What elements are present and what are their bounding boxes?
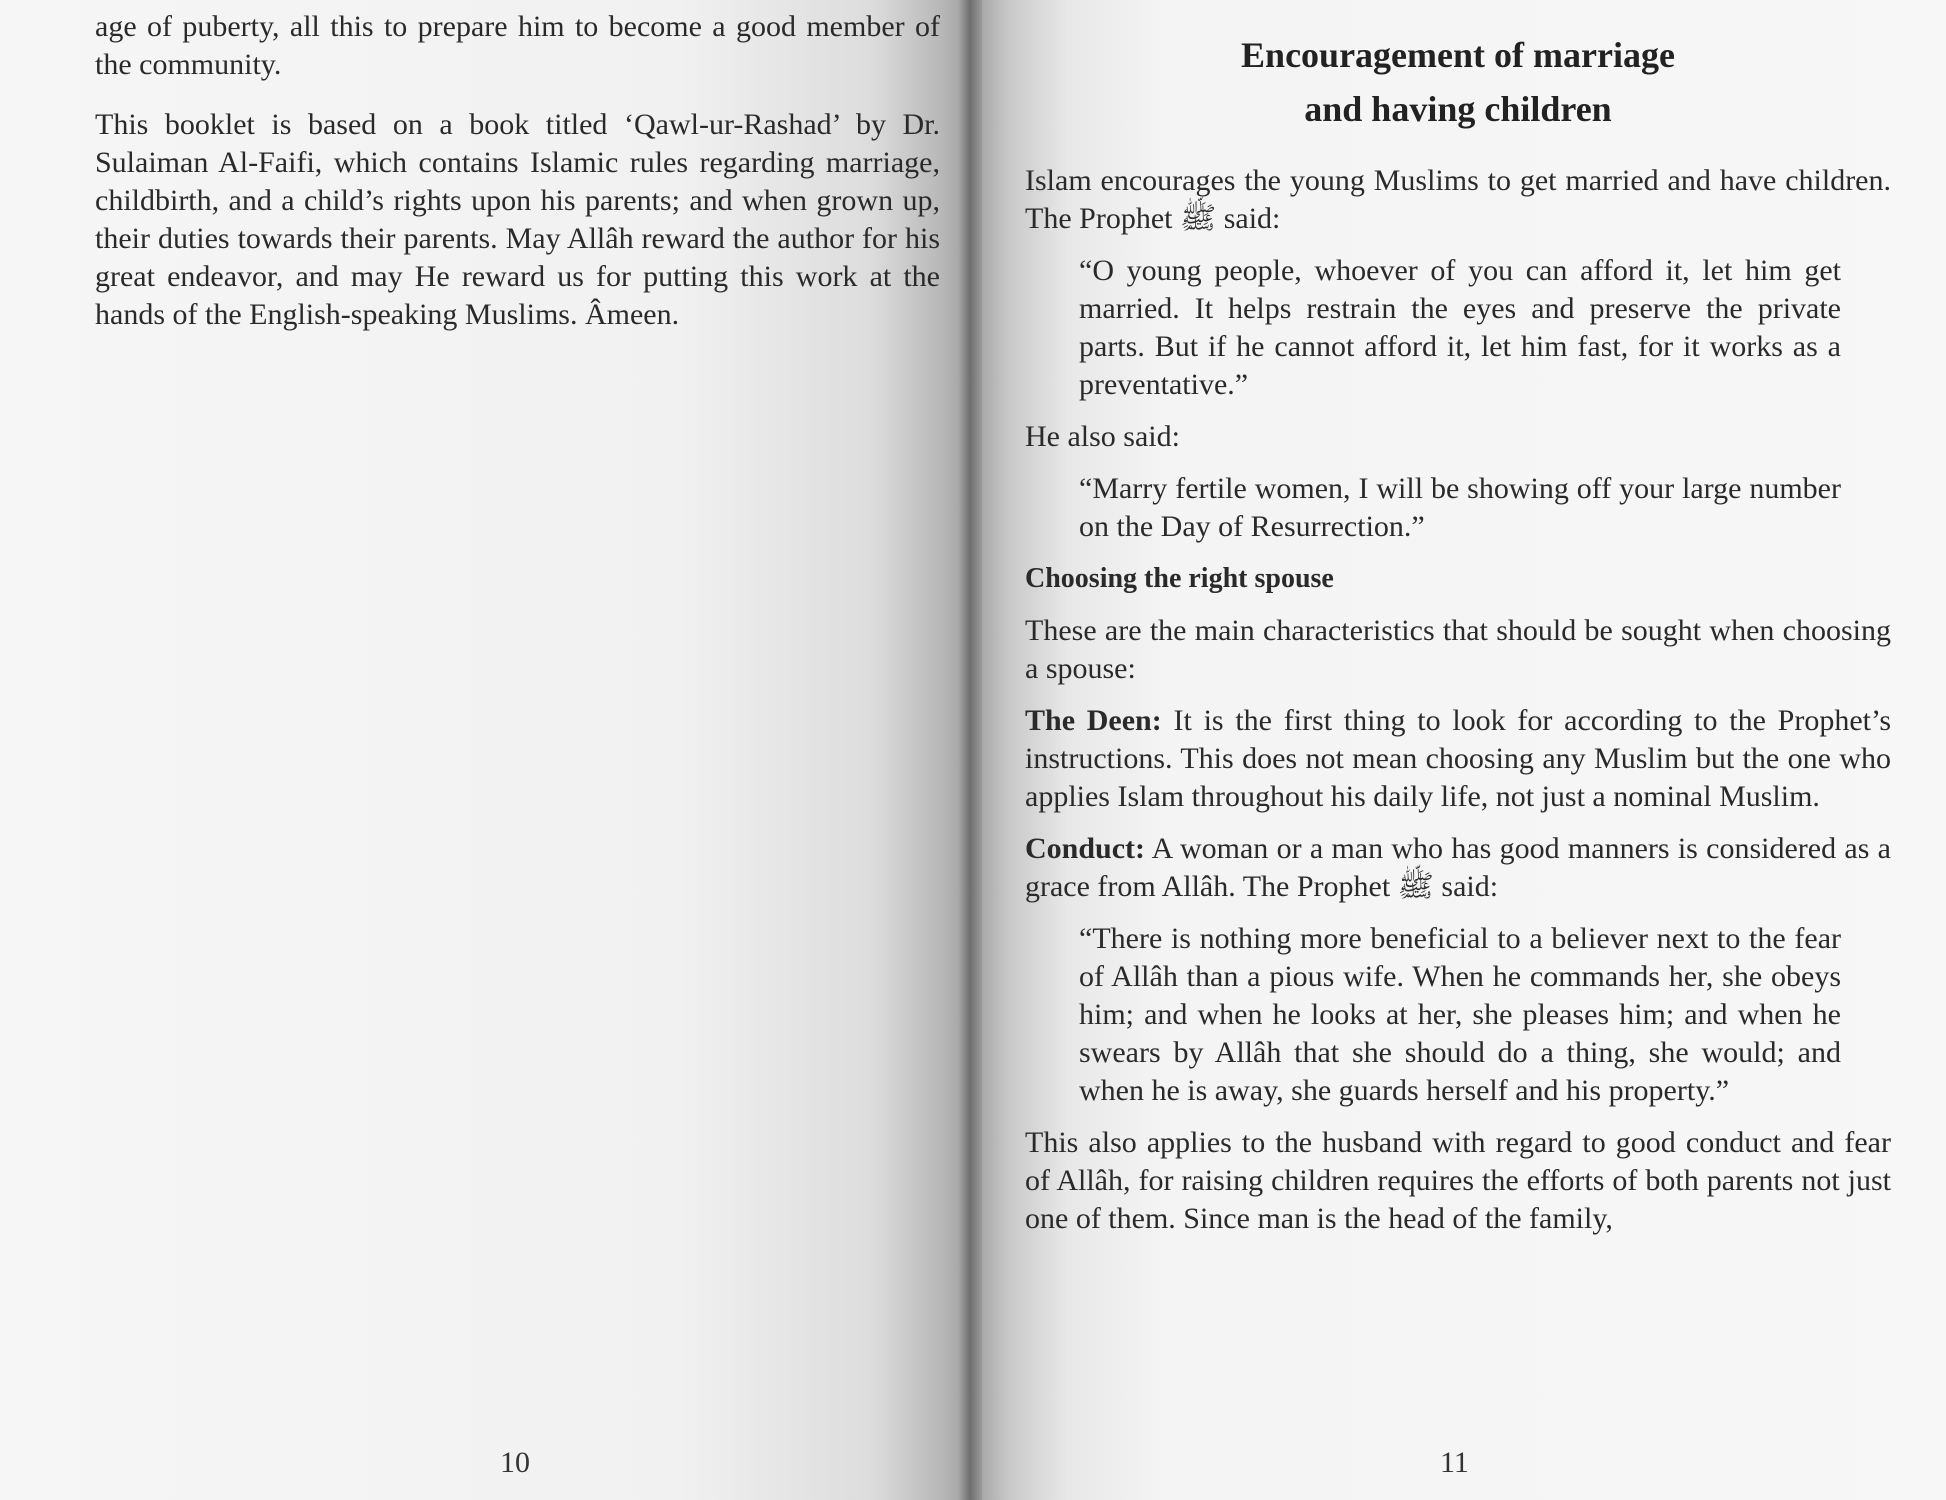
page-number-right: 11 [1440,1446,1469,1479]
book-gutter [958,0,982,1500]
deen-paragraph [1025,702,1891,816]
right-page-body [1025,162,1891,1238]
conduct-label: Conduct: [1025,832,1146,865]
deen-text: It is the first thing to look for according to the Prophet’s instructions. This does not mean choosing any Muslim but the one who applies Islam throughout his daily life, not just a nominal Muslim. [1025,704,1891,813]
section-heading [1025,28,1891,136]
closing-paragraph: This also applies to the husband with regard to good conduct and fear of Allâh, for raising children requires the efforts of both parents not just one of them. Since man is the head of the family, [1025,1126,1891,1235]
conduct-text: A woman or a man who has good manners is considered as a grace from Allâh. The Prophet ﷺ said: [1025,832,1891,903]
conduct-paragraph [1025,830,1891,906]
deen-label: The Deen: [1025,704,1162,737]
heading-line-2: and having children [1304,89,1612,129]
left-paragraph-1: age of puberty, all this to prepare him to become a good member of the community. [95,10,940,81]
subheading-choosing-spouse: Choosing the right spouse [1025,563,1334,594]
quote-young-people: “O young people, whoever of you can afford it, let him get married. It helps restrain the eyes and preserve the private parts. But if he cannot afford it, let him fast, for it works as a preventative.” [1079,254,1841,401]
heading-line-1: Encouragement of marriage [1241,35,1675,75]
left-paragraph-2: This booklet is based on a book titled ‘Qawl-ur-Rashad’ by Dr. Sulaiman Al-Faifi, which contains Islamic rules regarding marriage, childbirth, and a child’s rights upon his parents; and when grown up, their duties towards their parents. May Allâh reward the author for his great endeavor, and may He reward us for putting this work at the hands of the English-speaking Muslims. Âmeen. [95,108,940,331]
quote-fertile-women: “Marry fertile women, I will be showing off your large number on the Day of Resurrection.” [1079,472,1841,543]
right-page [970,0,1946,1500]
left-page [0,0,970,1500]
characteristics-paragraph: These are the main characteristics that should be sought when choosing a spouse: [1025,614,1891,685]
left-page-body [95,8,940,334]
intro-paragraph: Islam encourages the young Muslims to get married and have children. The Prophet ﷺ said: [1025,164,1891,235]
page-number-left: 10 [500,1446,530,1479]
he-also-said: He also said: [1025,420,1180,453]
quote-pious-wife: “There is nothing more beneficial to a believer next to the fear of Allâh than a pious wife. When he commands her, she obeys him; and when he looks at her, she pleases him; and when he swears by Allâh that she should do a thing, she would; and when he is away, she guards herself and his property.” [1079,922,1841,1107]
